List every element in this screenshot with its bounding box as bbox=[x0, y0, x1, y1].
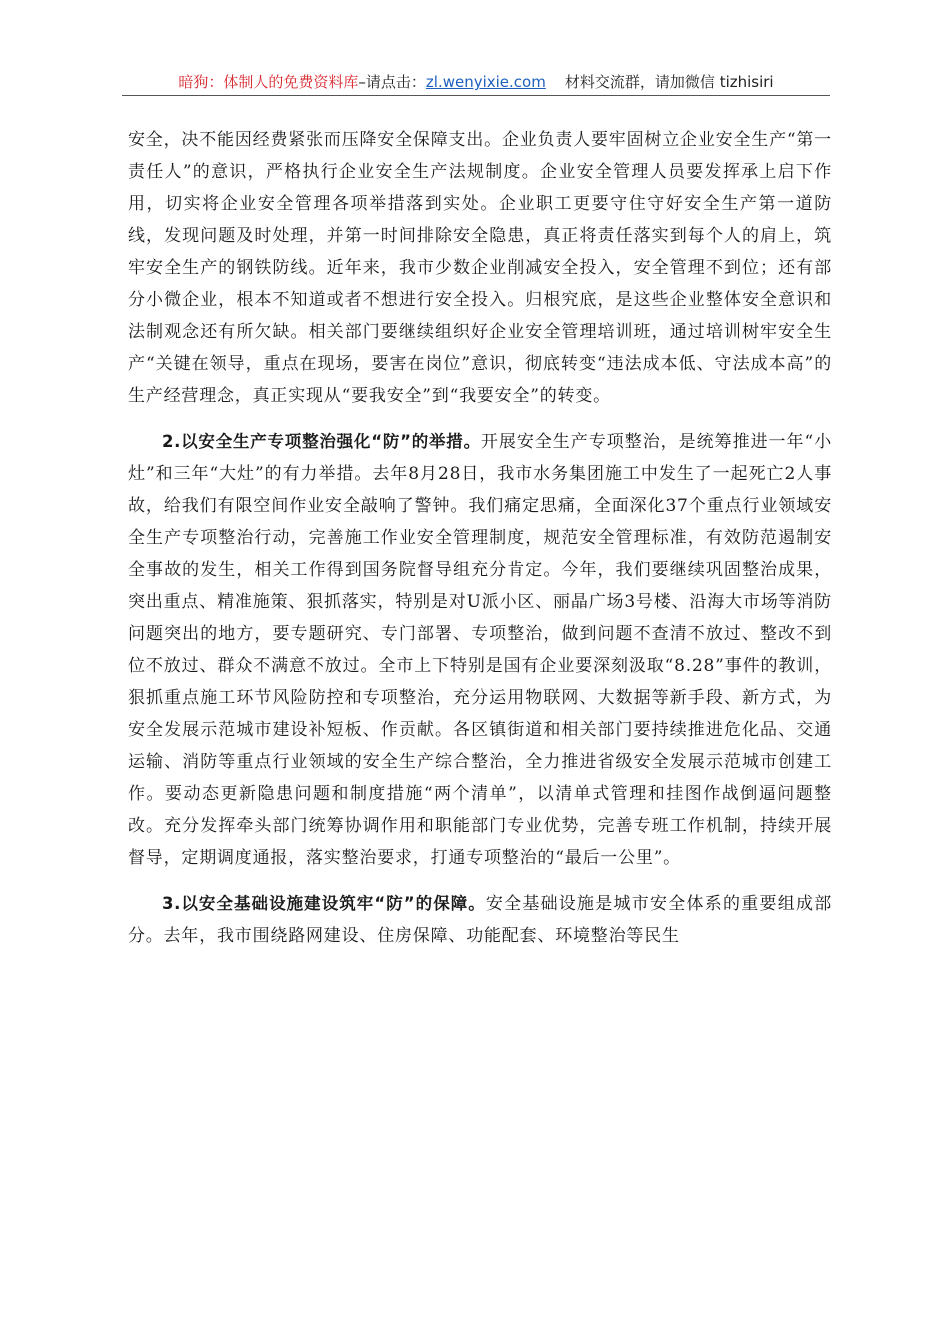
paragraph-2-heading: 2.以安全生产专项整治强化“防”的举措。 bbox=[162, 432, 481, 451]
paragraph-3-heading: 3.以安全基础设施建设筑牢“防”的保障。 bbox=[162, 894, 486, 913]
header-link[interactable]: zl.wenyixie.com bbox=[425, 73, 546, 91]
paragraph-2 bbox=[128, 426, 832, 874]
paragraph-3-text: 安全基础设施是城市安全体系的重要组成部分。去年，我市围绕路网建设、住房保障、功能配套、环境整治等民生 bbox=[128, 894, 833, 946]
paragraph-3 bbox=[128, 888, 832, 952]
paragraph-2-text: 开展安全生产专项整治，是统筹推进一年“小灶”和三年“大灶”的有力举措。去年8月28日，我市水务集团施工中发生了一起死亡2人事故，给我们有限空间作业安全敲响了警钟。我们痛定思痛，全面深化37个重点行业领域安全生产专项整治行动，完善施工作业安全管理制度，规范安全管理标准，有效防范遏制安全事故的发生，相关工作得到国务院督导组充分肯定。今年，我们要继续巩固整治成果，突出重点、精准施策、狠抓落实，特别是对U派小区、丽晶广场3号楼、沿海大市场等消防问题突出的地方，要专题研究、专门部署、专项整治，做到问题不查清不放过、整改不到位不放过、群众不满意不放过。全市上下特别是国有企业要深刻汲取“8.28”事件的教训，狠抓重点施工环节风险防控和专项整治，充分运用物联网、大数据等新手段、新方式，为安全发展示范城市建设补短板、作贡献。各区镇街道和相关部门要持续推进危化品、交通运输、消防等重点行业领域的安全生产综合整治，全力推进省级安全发展示范城市创建工作。要动态更新隐患问题和制度措施“两个清单”，以清单式管理和挂图作战倒逼问题整改。充分发挥牵头部门统筹协调作用和职能部门专业优势，完善专班工作机制，持续开展督导，定期调度通报，落实整治要求，打通专项整治的“最后一公里”。 bbox=[128, 432, 832, 868]
header-brand: 暗狗：体制人的免费资料库 bbox=[178, 73, 359, 91]
header-divider bbox=[122, 95, 830, 96]
header-prompt: –请点击： bbox=[358, 73, 426, 91]
page-header bbox=[122, 72, 830, 94]
paragraph-1 bbox=[128, 124, 832, 412]
paragraph-1-text: 安全，决不能因经费紧张而压降安全保障支出。企业负责人要牢固树立企业安全生产“第一责任人”的意识，严格执行企业安全生产法规制度。企业安全管理人员要发挥承上启下作用，切实将企业安全管理各项举措落到实处。企业职工更要守住守好安全生产第一道防线，发现问题及时处理，并第一时间排除安全隐患，真正将责任落实到每个人的肩上，筑牢安全生产的钢铁防线。近年来，我市少数企业削减安全投入，安全管理不到位；还有部分小微企业，根本不知道或者不想进行安全投入。归根究底，是这些企业整体安全意识和法制观念还有所欠缺。相关部门要继续组织好企业安全管理培训班，通过培训树牢安全生产“关键在领导，重点在现场，要害在岗位”意识，彻底转变“违法成本低、守法成本高”的生产经营理念，真正实现从“要我安全”到“我要安全”的转变。 bbox=[128, 130, 832, 406]
document-body bbox=[128, 124, 832, 952]
header-contact: 材料交流群，请加微信 tizhisiri bbox=[564, 73, 774, 91]
